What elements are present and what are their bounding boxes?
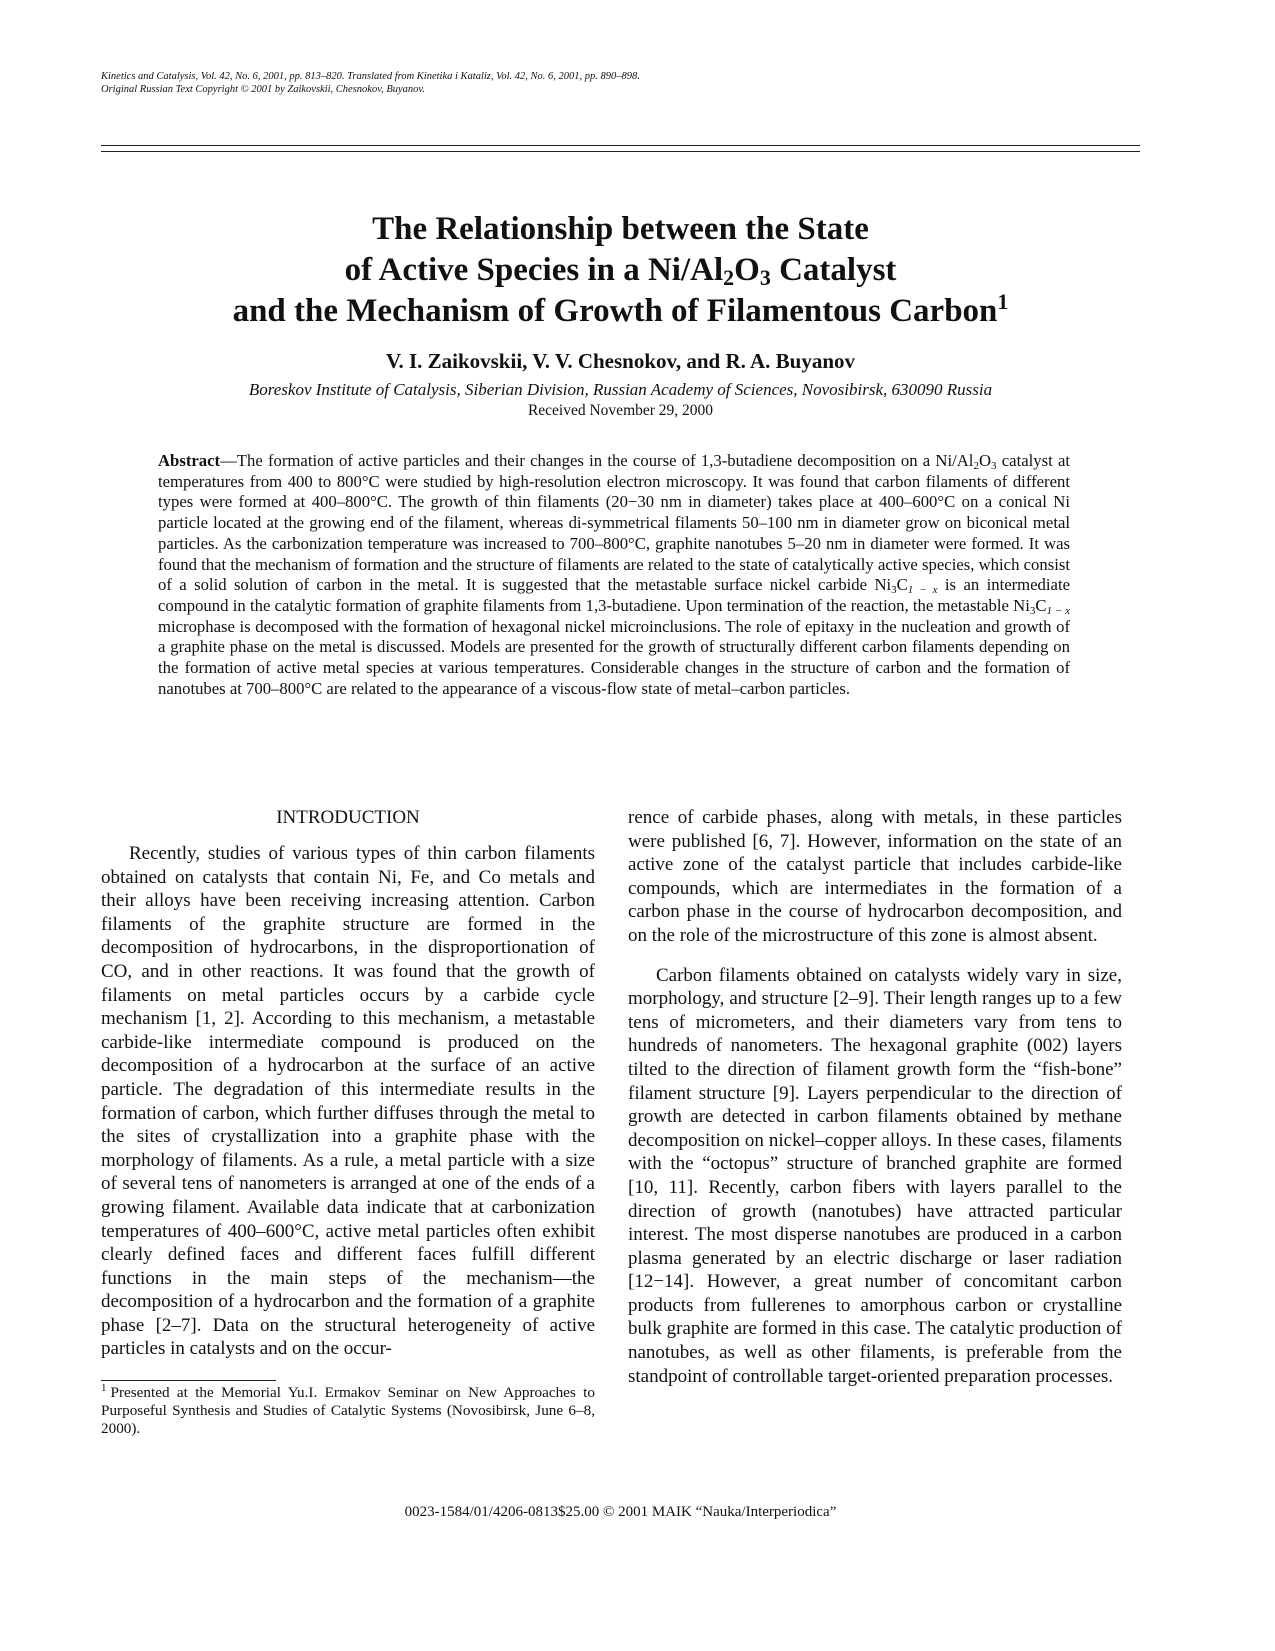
affiliation: Boreskov Institute of Catalysis, Siberian Division, Russian Academy of Sciences, Novosibirsk, 630090 Russia bbox=[248, 380, 993, 399]
title-line-1: The Relationship between the State bbox=[372, 211, 869, 247]
header-line-2: Original Russian Text Copyright © 2001 by Zaikovskii, Chesnokov, Buyanov. bbox=[101, 84, 425, 95]
footnote bbox=[101, 1384, 595, 1438]
section-heading-introduction: INTRODUCTION bbox=[276, 807, 420, 828]
received-date: Received November 29, 2000 bbox=[527, 402, 714, 419]
copyright-line: 0023-1584/01/4206-0813$25.00 © 2001 MAIK “Nauka/Interperiodica” bbox=[404, 1504, 837, 1520]
authors: V. I. Zaikovskii, V. V. Chesnokov, and R. A. Buyanov bbox=[385, 349, 855, 373]
intro-paragraph-2: Carbon filaments obtained on catalysts widely vary in size, morphology, and structure [2–9]. Their length ranges up to a few tens of micrometers, and their diameters vary from tens to hundreds of nanometers. The hexagonal graphite (002) layers tilted to the direction of filament growth form the “fish-bone” filament structure [9]. Layers perpendicular to the direction of growth are detected in carbon filaments obtained by methane decomposition on nickel–copper alloys. In these cases, filaments with the “octopus” structure of branched graphite are formed [10, 11]. Recently, carbon fibers with layers parallel to the direction of growth (nanotubes) have attracted particular interest. The most disperse nanotubes are produced in a carbon plasma generated by an electric discharge or laser radiation [12−14]. However, a great number of concomitant carbon products from fullerenes to amorphous carbon or crystalline bulk graphite are formed in this case. The catalytic production of nanotubes, as well as other filaments, is preferable from the standpoint of controllable target-oriented preparation processes. bbox=[628, 964, 1122, 1387]
intro-paragraph-1: Recently, studies of various types of thin carbon filaments obtained on catalysts that contain Ni, Fe, and Co metals and their alloys have been receiving increasing attention. Carbon filaments of the graphite structure are formed in the decomposition of hydrocarbons, in the disproportionation of CO, and in other reactions. It was found that the growth of filaments on metal particles occurs by a carbide cycle mechanism [1, 2]. According to this mechanism, a metastable carbide-like intermediate compound is produced on the decomposition of a hydrocarbon at the surface of an active particle. The degradation of this intermediate results in the formation of carbon, which further diffuses through the metal to the sites of crystallization into a graphite phase with the morphology of filaments. As a rule, a metal particle with a size of several tens of nanometers is arranged at one of the ends of a growing filament. Available data indicate that at carbonization temperatures of 400–600°C, active metal particles often exhibit clearly defined faces and different faces fulfill different functions in the main steps of the mechanism—the decomposition of a hydrocarbon and the formation of a graphite phase [2–7]. Data on the structural heterogeneity of active particles in catalysts and on the occur- bbox=[101, 843, 595, 1360]
left-column bbox=[101, 806, 595, 1361]
right-column bbox=[628, 806, 1122, 1388]
header-line-1: Kinetics and Catalysis, Vol. 42, No. 6, 2001, pp. 813–820. Translated from Kinetika i Kataliz, Vol. 42, No. 6, 2001, pp. 890–898. bbox=[101, 71, 640, 82]
title-footnote-mark: 1 bbox=[997, 289, 1009, 314]
header-rule-bottom bbox=[101, 151, 1140, 152]
footnote-rule bbox=[101, 1380, 276, 1381]
paper-title bbox=[101, 209, 1140, 332]
title-line-3: and the Mechanism of Growth of Filamentous Carbon$^1$ bbox=[232, 289, 1009, 329]
title-line-2: of Active Species in a $Ni/Al_2O_3$ Catalyst bbox=[344, 252, 897, 290]
header-rule-top bbox=[101, 145, 1140, 146]
intro-paragraph-1-continued: rence of carbide phases, along with metals, in these particles were published [6, 7]. However, information on the state of an active zone of the catalyst particle that includes carbide-like compounds, which are intermediates in the formation of a carbon phase in the course of hydrocarbon decomposition, and on the role of the microstructure of this zone is almost absent. bbox=[628, 807, 1122, 946]
footnote-text: Presented at the Memorial Yu.I. Ermakov Seminar on New Approaches to Purposeful Synthesis and Studies of Catalytic Systems (Novosibirsk, June 6–8, 2000). bbox=[101, 1384, 595, 1437]
journal-header bbox=[101, 70, 1141, 96]
abstract-label: Abstract bbox=[158, 451, 221, 470]
footnote-mark: 1 bbox=[101, 1382, 107, 1394]
abstract: Abstract—The formation of active particles and their changes in the course of 1,3-butadiene decomposition on a $Ni/Al_2O_3$ catalyst at temperatures from 400 to 800°C were studied by high-resolution electron microscopy. It was found that carbon filaments of different types were formed at 400–800°C. The growth of thin filaments (20−30 nm in diameter) takes place at 400–600°C on a conical Ni particle located at the growing end of the filament, whereas di-symmetrical filaments 50–100 nm in diameter grow on biconical metal particles. As the carbonization temperature was increased to 700–800°C, graphite nanotubes 5–20 nm in diameter were formed. It was found that the mechanism of formation and the structure of filaments are related to the state of catalytically active species, which consist of a solid solution of carbon in the metal. It is suggested that the metastable surface nickel carbide $Ni_3C_{1 - x}$ is an intermediate compound in the catalytic formation of graphite filaments from 1,3-butadiene. Upon termination of the reaction, the metastable $Ni_3C_{1 - x}$ microphase is decomposed with the formation of hexagonal nickel microinclusions. The role of epitaxy in the nucleation and growth of a graphite phase on the metal is discussed. Models are presented for the growth of structurally different carbon filaments depending on the formation of active metal species at various temperatures. Considerable changes in the structure of carbon and the formation of nanotubes at 700–800°C are related to the appearance of a viscous-flow state of metal–carbon particles. bbox=[158, 451, 1070, 698]
